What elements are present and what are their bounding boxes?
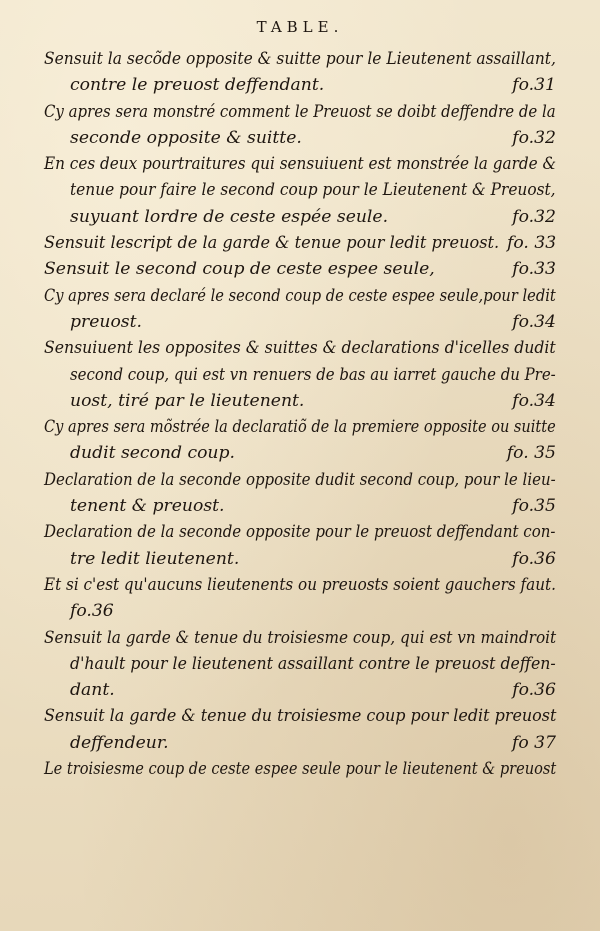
toc-line <box>44 519 556 545</box>
toc-line-text: tre ledit lieutenent. <box>70 548 240 569</box>
toc-line-text: second coup, qui est vn renuers de bas au iarret gauche du Pre- <box>70 364 556 385</box>
toc-line <box>44 440 556 466</box>
toc-line <box>44 546 556 572</box>
toc-line <box>44 703 556 729</box>
toc-line-text: dant. <box>70 680 115 701</box>
toc-line-text: Cy apres sera mõstrée la declaratiõ de la premiere opposite ou suitte <box>44 417 556 438</box>
toc-line-text: uost, tiré par le lieutenent. <box>70 390 305 411</box>
toc-line-text: tenue pour faire le second coup pour le Lieutenent & Preuost, <box>70 180 556 201</box>
toc-line <box>44 414 556 440</box>
toc-line-text: Declaration de la seconde opposite pour le preuost deffendant con- <box>44 522 556 543</box>
toc-line-text: Declaration de la seconde opposite dudit second coup, pour le lieu- <box>44 469 556 490</box>
toc-entry <box>44 99 556 152</box>
toc-line <box>44 572 556 598</box>
folio-number: fo.33 <box>512 259 556 280</box>
toc-entry <box>44 151 556 230</box>
folio-number: fo 37 <box>511 732 556 753</box>
toc-line <box>44 362 556 388</box>
folio-number: fo.36 <box>512 680 556 701</box>
toc-line-text: Le troisiesme coup de ceste espee seule pour le lieutenent & preuost <box>44 759 557 780</box>
toc-entry <box>44 625 556 704</box>
toc-entry <box>44 414 556 467</box>
toc-entry <box>44 572 556 625</box>
toc-line <box>44 125 556 151</box>
toc-line-text: Sensuit lescript de la garde & tenue pour ledit preuost. <box>44 233 500 254</box>
toc-line <box>44 756 556 782</box>
toc-line-text: dudit second coup. <box>70 443 235 464</box>
toc-line <box>44 677 556 703</box>
toc-line <box>44 730 556 756</box>
toc-line <box>44 388 556 414</box>
toc-line-text: Cy apres sera monstré comment le Preuost se doibt deffendre de la <box>44 101 556 122</box>
toc-line-text: seconde opposite & suitte. <box>70 127 302 148</box>
toc-line-text: deffendeur. <box>70 732 169 753</box>
folio-number: fo. 35 <box>506 443 556 464</box>
toc-line-text: Sensuit le second coup de ceste espee seule, <box>44 259 435 280</box>
running-head: TABLE. <box>256 18 344 36</box>
toc-line-text: Sensuit la garde & tenue du troisiesme coup pour ledit preuost <box>44 706 557 727</box>
toc-entry <box>44 335 556 414</box>
folio-number: fo.36 <box>512 548 556 569</box>
toc-line-text: tenent & preuost. <box>70 496 225 517</box>
toc-line <box>44 598 556 624</box>
toc-line <box>44 335 556 361</box>
toc-line <box>44 151 556 177</box>
toc-entry <box>44 230 556 256</box>
toc-line-text: Et si c'est qu'aucuns lieutenents ou preuosts soient gauchers faut. <box>44 574 556 595</box>
toc-line-text: En ces deux pourtraitures qui sensuiuent est monstrée la garde & <box>44 154 557 175</box>
toc-line <box>44 651 556 677</box>
toc-entry <box>44 519 556 572</box>
toc-line-text: d'hault pour le lieutenent assaillant contre le preuost deffen- <box>70 653 556 674</box>
toc-line <box>44 230 556 256</box>
toc-line <box>44 72 556 98</box>
folio-number: fo. 33 <box>507 233 557 254</box>
toc-line-text: contre le preuost deffendant. <box>70 75 325 96</box>
toc-entry <box>44 46 556 99</box>
toc-line <box>44 467 556 493</box>
toc-line-text: preuost. <box>70 311 142 332</box>
toc-line <box>44 309 556 335</box>
toc-line-text: suyuant lordre de ceste espée seule. <box>70 206 389 227</box>
folio-number: fo.35 <box>512 496 556 517</box>
folio-number: fo.31 <box>512 75 556 96</box>
folio-number: fo.32 <box>512 127 556 148</box>
toc-line-text: Sensuit la secõde opposite & suitte pour le Lieutenent assaillant, <box>44 49 556 69</box>
toc-entry <box>44 283 556 336</box>
toc-line-text: fo.36 <box>70 601 114 622</box>
toc-line-text: Cy apres sera declaré le second coup de ceste espee seule,pour ledit <box>44 285 556 306</box>
toc-line <box>44 493 556 519</box>
table-of-contents <box>44 46 556 782</box>
toc-line <box>44 177 556 203</box>
toc-entry <box>44 703 556 756</box>
toc-line-text: Sensuit la garde & tenue du troisiesme coup, qui est vn maindroit <box>44 627 557 648</box>
folio-number: fo.34 <box>512 311 556 332</box>
toc-line <box>44 625 556 651</box>
toc-line <box>44 256 556 282</box>
toc-line-text: Sensuiuent les opposites & suittes & declarations d'icelles dudit <box>44 338 556 359</box>
folio-number: fo.34 <box>512 390 556 411</box>
folio-number: fo.32 <box>512 206 556 227</box>
toc-line <box>44 99 556 125</box>
toc-entry <box>44 756 556 782</box>
toc-entry <box>44 256 556 282</box>
toc-line <box>44 204 556 230</box>
toc-line <box>44 283 556 309</box>
toc-entry <box>44 467 556 520</box>
toc-line <box>44 46 556 72</box>
